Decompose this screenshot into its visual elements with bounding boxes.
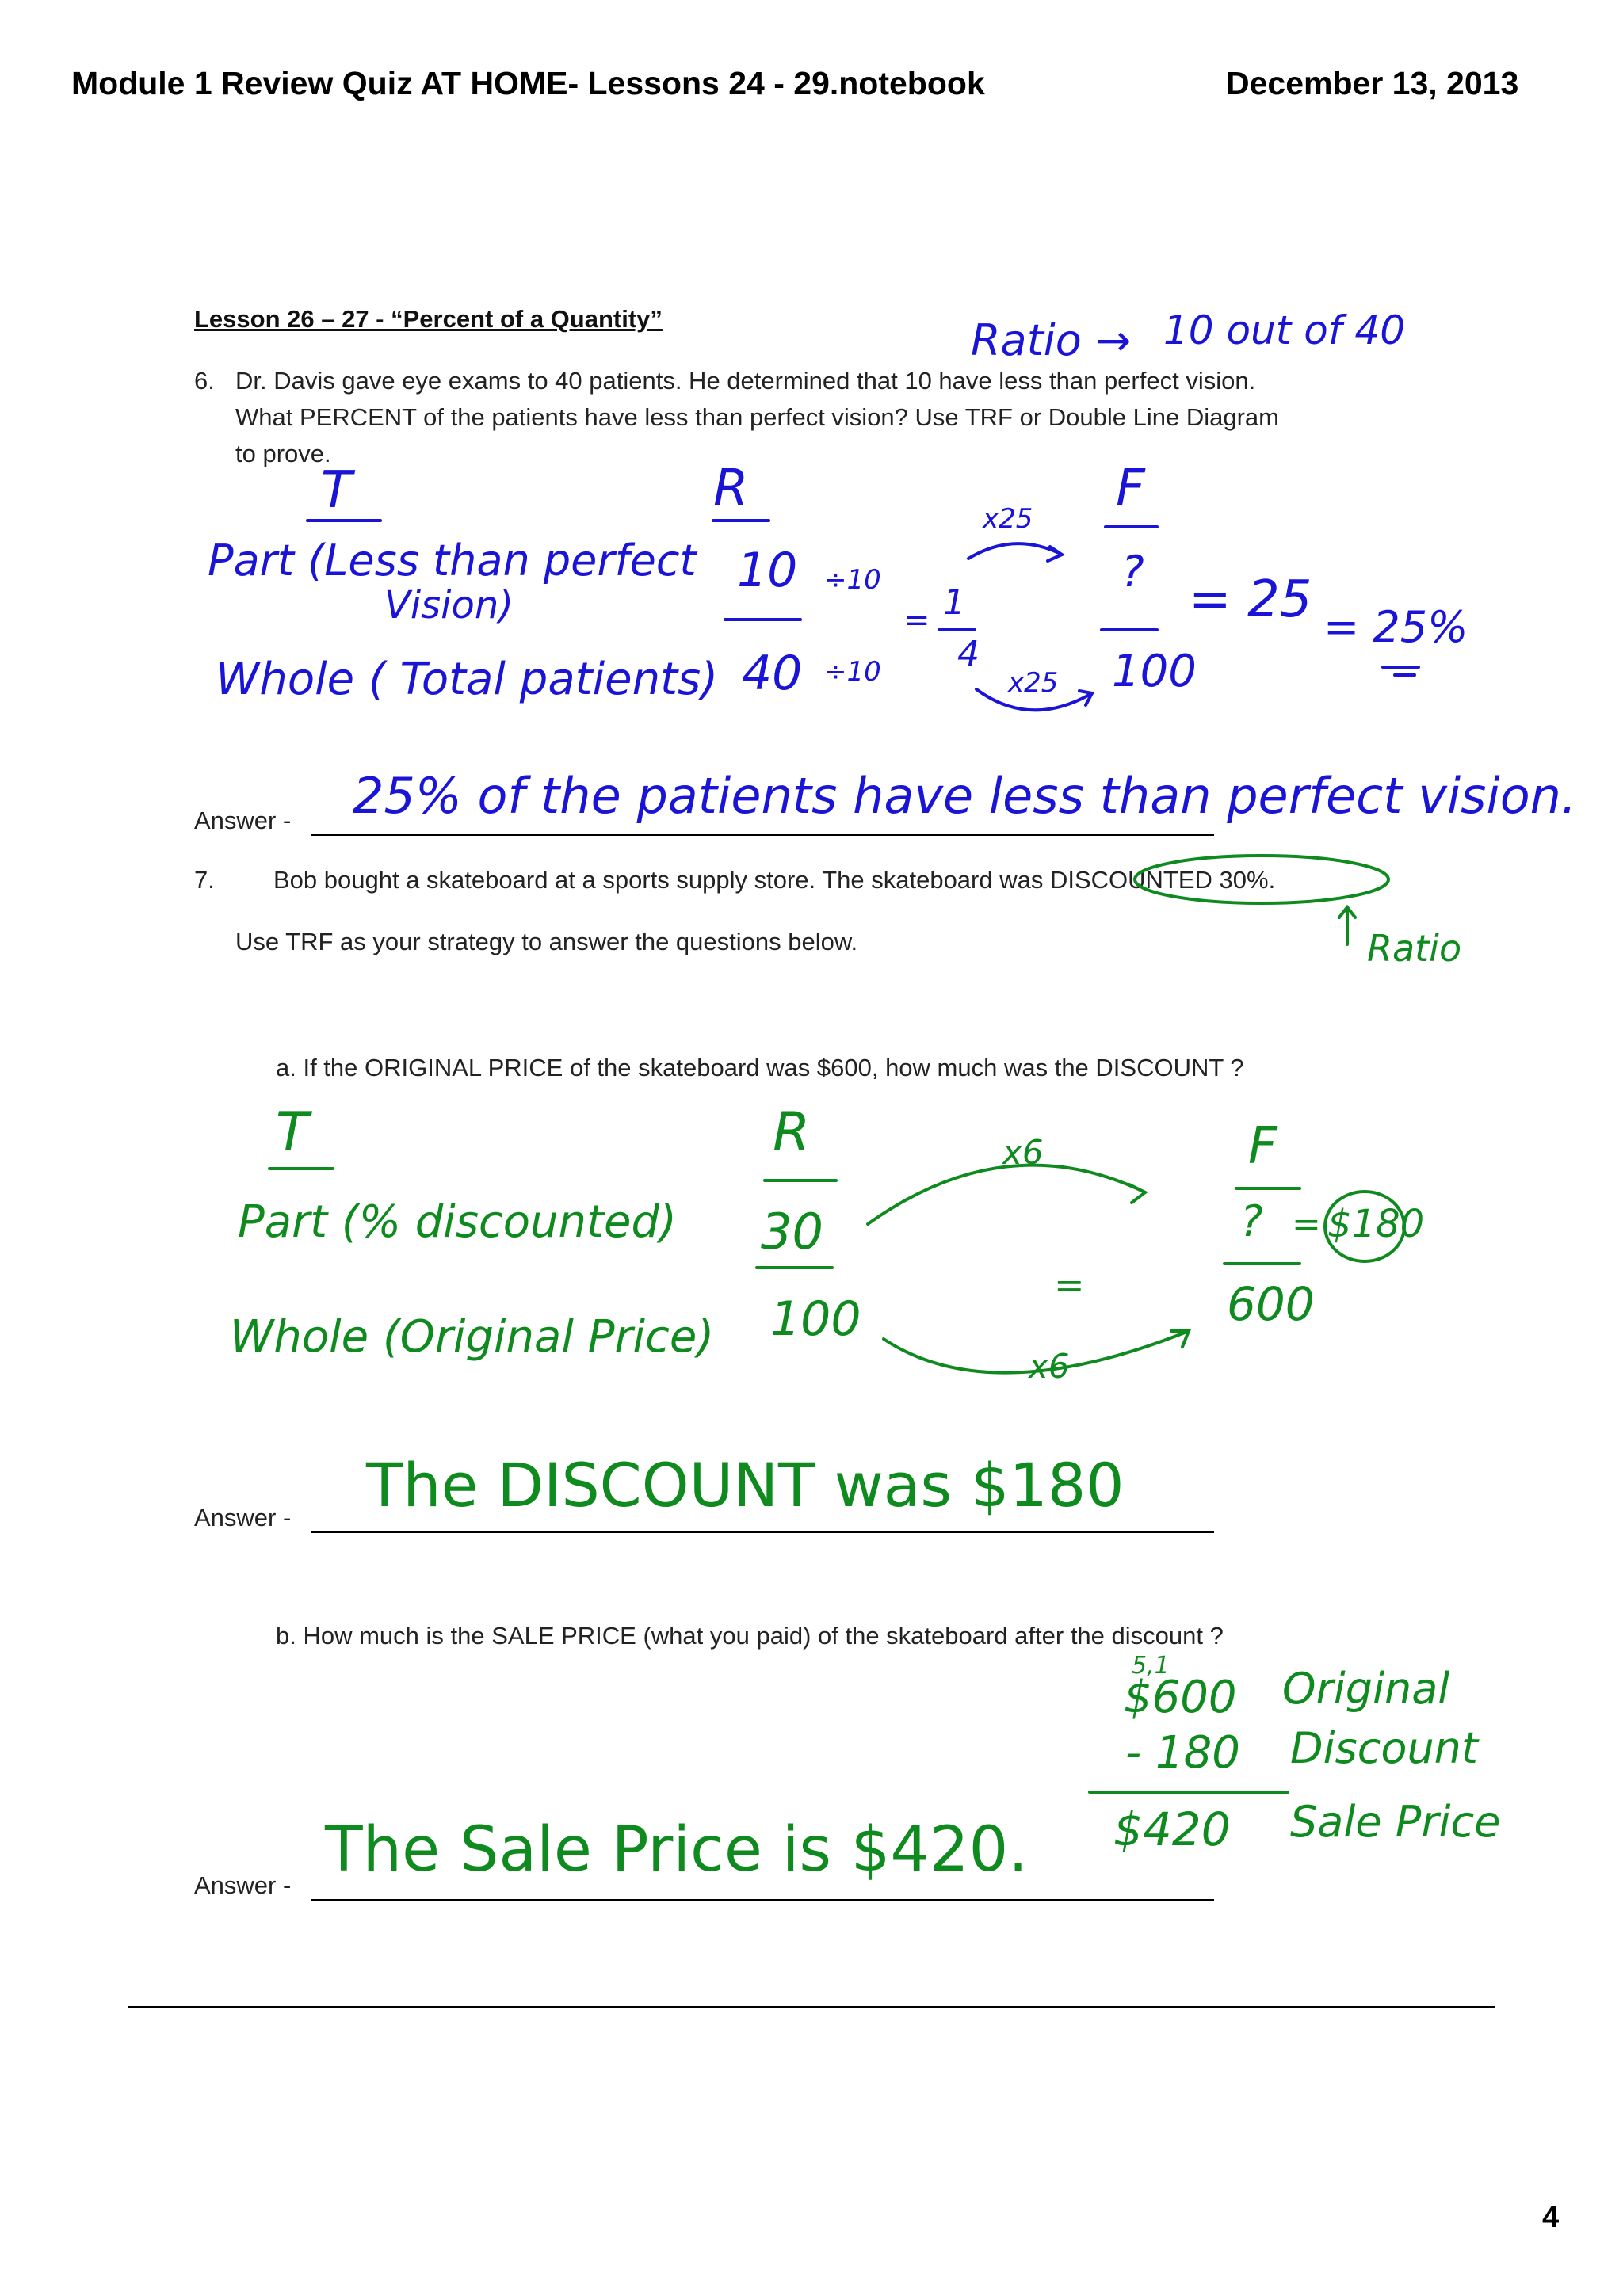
q7a-x6-top: x6: [1002, 1133, 1044, 1172]
q6-number: 6.: [194, 367, 215, 395]
page-date: December 13, 2013: [1226, 65, 1519, 101]
q6-t-label: T: [321, 461, 353, 520]
q7a-f-equals: =: [1292, 1204, 1321, 1245]
q7a-f-denominator: 600: [1227, 1277, 1315, 1331]
q6-ratio-value: 10 out of 40: [1163, 307, 1406, 353]
q7b-original-label: Original: [1282, 1664, 1450, 1714]
q7a-question: a. If the ORIGINAL PRICE of the skateboard was $600, how much was the DISCOUNT ?: [276, 1054, 1244, 1081]
q7a-x6-bottom: x6: [1029, 1347, 1070, 1386]
q7-line-1-end: .: [1268, 866, 1276, 894]
q7a-r-label: R: [773, 1101, 811, 1164]
q7-line-2: Use TRF as your strategy to answer the questions below.: [235, 928, 858, 955]
q7-line-1-start: Bob bought a skateboard at a sports supply store. The skateboard was: [273, 866, 1044, 894]
q6-f-label: F: [1116, 460, 1145, 518]
q7a-equals: =: [1054, 1264, 1085, 1306]
q7-discount-circle: [1135, 856, 1388, 903]
q6-part-label-2: Vision): [384, 583, 514, 627]
q7a-arrow-bottom: [884, 1331, 1189, 1373]
q6-ratio-numerator: 10: [737, 543, 798, 598]
q6-x25-top: x25: [983, 503, 1033, 535]
q6-answer-label: Answer -: [194, 807, 292, 834]
q6-equals-1: =: [903, 602, 930, 639]
q6-part-label-1: Part (Less than perfect: [208, 536, 697, 585]
q7-ratio-arrow: [1339, 907, 1355, 944]
q6-equals-percent: = 25%: [1323, 602, 1468, 652]
q7b-sale-amount: $420: [1113, 1802, 1231, 1856]
q7a-f-unknown: ?: [1240, 1196, 1263, 1246]
q6-x25-bottom: x25: [1008, 667, 1059, 699]
q7a-t-label: T: [276, 1101, 309, 1164]
q7a-ratio-numerator: 30: [761, 1203, 823, 1261]
q6-numerator-op: ÷10: [824, 564, 881, 596]
q7a-arrow-top: [868, 1165, 1145, 1224]
q7b-original-amount: $600: [1124, 1672, 1237, 1723]
q6-blue-strokes: [307, 521, 1419, 710]
q7a-f-label: F: [1248, 1117, 1277, 1176]
q7a-part-label: Part (% discounted): [238, 1196, 677, 1248]
q7a-arrow-top-head: [1129, 1184, 1145, 1203]
page-number: 4: [1542, 2201, 1560, 2234]
q6-denominator-op: ÷10: [824, 656, 881, 688]
q6-f-unknown: ?: [1121, 547, 1144, 597]
q7b-borrow-marks: 5,1: [1132, 1652, 1170, 1680]
q6-fraction-four: 4: [957, 634, 980, 674]
q7a-answer-label: Answer -: [194, 1504, 292, 1531]
q7b-question: b. How much is the SALE PRICE (what you paid) of the skateboard after the discount ?: [276, 1622, 1224, 1650]
q6-line-3: to prove.: [235, 440, 331, 467]
q6-line-2: What PERCENT of the patients have less than perfect vision? Use TRF or Double Line Diagram: [235, 403, 1279, 431]
q6-ratio-note: Ratio →: [971, 315, 1132, 365]
q6-whole-label: Whole ( Total patients): [216, 654, 719, 705]
q7b-answer-label: Answer -: [194, 1871, 292, 1899]
q7-number: 7.: [194, 866, 215, 894]
q7b-answer-text: The Sale Price is $420.: [325, 1814, 1029, 1886]
q6-line-1: Dr. Davis gave eye exams to 40 patients. He determined that 10 have less than perfect vision.: [235, 367, 1256, 395]
q7-discount-circled: DISCOUNTED 30%: [1049, 866, 1269, 894]
q7a-answer-text: The DISCOUNT was $180: [366, 1450, 1125, 1520]
q7b-sale-label: Sale Price: [1290, 1797, 1501, 1847]
q6-answer-text: 25% of the patients have less than perfect vision.: [353, 767, 1577, 825]
q6-arrow-top: [968, 543, 1062, 559]
q6-equals-25: = 25: [1189, 570, 1312, 629]
notebook-title: Module 1 Review Quiz AT HOME- Lessons 24 - 29.notebook: [71, 65, 985, 101]
q7b-discount-label: Discount: [1290, 1723, 1479, 1773]
q7a-circled-answer: $180: [1327, 1202, 1425, 1246]
lesson-heading: Lesson 26 – 27 - “Percent of a Quantity”: [194, 305, 663, 333]
q7a-ratio-denominator: 100: [770, 1291, 861, 1347]
q7-ratio-note: Ratio: [1367, 927, 1462, 970]
q6-r-label: R: [713, 460, 749, 518]
q7-green-strokes: [269, 856, 1404, 1792]
q7a-whole-label: Whole (Original Price): [230, 1311, 715, 1363]
q7a-answer-circle: [1325, 1192, 1404, 1261]
q6-ratio-denominator: 40: [742, 646, 803, 701]
q7b-discount-amount: - 180: [1125, 1727, 1240, 1779]
q6-fraction-one: 1: [943, 582, 965, 623]
q6-f-denominator: 100: [1112, 646, 1197, 697]
q6-arrow-bottom: [976, 689, 1092, 710]
